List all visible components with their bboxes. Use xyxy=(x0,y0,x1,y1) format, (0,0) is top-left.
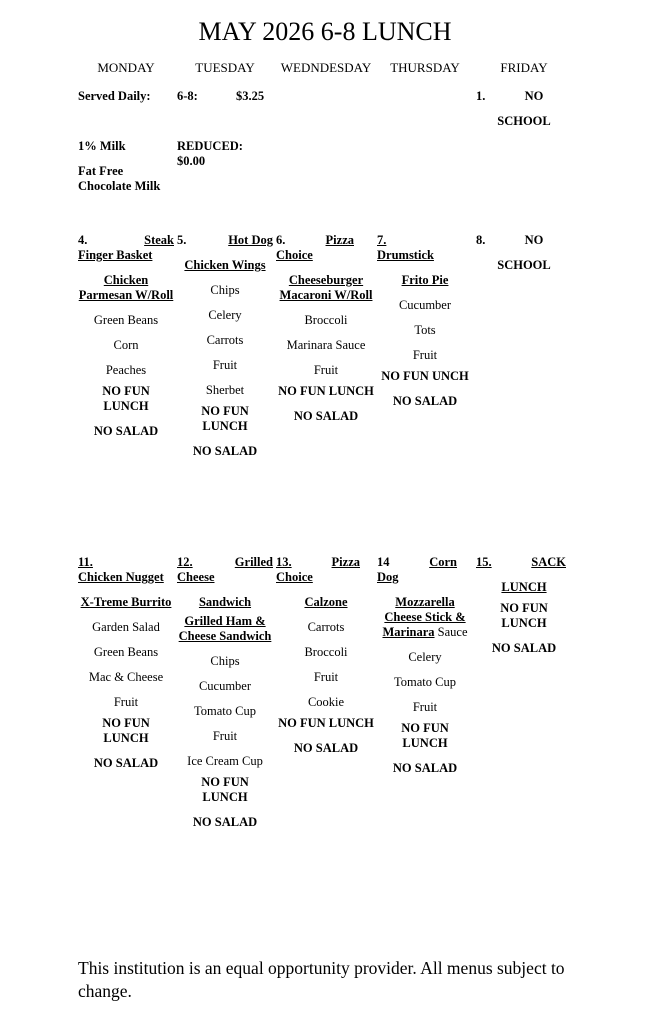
main-entree: Sandwich xyxy=(198,595,252,609)
main-entree: Hot Dog xyxy=(228,233,273,247)
side-item: Fruit xyxy=(313,670,339,684)
side-item: Fruit xyxy=(412,700,438,714)
no-salad: NO SALAD xyxy=(392,394,458,408)
main-entree: Pizza xyxy=(325,233,354,247)
main-entree: LUNCH xyxy=(501,580,547,594)
side-item: Celery xyxy=(208,308,242,322)
no-salad: NO SALAD xyxy=(93,756,159,770)
main-entree: Choice xyxy=(276,570,313,584)
reduced-price: REDUCED: $0.00 xyxy=(177,139,243,168)
no-fun-lunch: NO FUN LUNCH xyxy=(500,601,548,630)
no-fun-lunch: NO FUN UNCH xyxy=(381,369,469,383)
price-value: $3.25 xyxy=(236,89,265,103)
day-header-friday: FRIDAY xyxy=(500,60,548,75)
day-header-wednesday: WEDNDESDAY xyxy=(280,60,372,75)
day-number: 7. xyxy=(377,233,387,247)
no-salad: NO SALAD xyxy=(491,641,557,655)
day-number: 14 xyxy=(377,555,390,569)
side-item: Cucumber xyxy=(398,298,452,312)
side-item: Broccoli xyxy=(304,645,348,659)
alt-entree: Frito Pie xyxy=(401,273,449,287)
alt-entree: Grilled Ham & Cheese Sandwich xyxy=(178,614,272,643)
side-item: Fruit xyxy=(212,358,238,372)
side-item: Tomato Cup xyxy=(394,675,456,689)
alt-entree: Chicken Wings xyxy=(184,258,266,272)
side-item: Cucumber xyxy=(198,679,252,693)
day-number: 12. xyxy=(177,555,193,569)
side-item: Marinara Sauce xyxy=(286,338,366,352)
main-entree: Choice xyxy=(276,248,313,262)
no-salad: NO SALAD xyxy=(293,741,359,755)
day-number: 4. xyxy=(78,233,88,247)
menu-day-7 xyxy=(377,233,473,409)
no-fun-lunch: NO FUN LUNCH xyxy=(102,384,150,413)
alt-entree: X-Treme Burrito xyxy=(80,595,172,609)
menu-day-11 xyxy=(78,555,174,771)
side-item: Fruit xyxy=(212,729,238,743)
main-entree: Drumstick xyxy=(377,248,434,262)
side-item: Mac & Cheese xyxy=(88,670,164,684)
main-entree: Chicken Nugget xyxy=(78,570,164,584)
side-item: Tomato Cup xyxy=(194,704,256,718)
main-entree: Pizza xyxy=(331,555,360,569)
page-title: MAY 2026 6-8 LUNCH xyxy=(198,17,452,46)
no-school-text: NO xyxy=(524,233,544,247)
day-header-monday: MONDAY xyxy=(97,60,155,75)
alt-entree-tail: Sauce xyxy=(437,625,468,639)
alt-entree: Calzone xyxy=(304,595,348,609)
day-number: 1. xyxy=(476,89,486,103)
side-item: Sherbet xyxy=(205,383,245,397)
no-salad: NO SALAD xyxy=(293,409,359,423)
no-salad: NO SALAD xyxy=(392,761,458,775)
menu-day-15 xyxy=(476,555,572,656)
no-fun-lunch: NO FUN LUNCH xyxy=(278,384,374,398)
side-item: Fruit xyxy=(313,363,339,377)
no-salad: NO SALAD xyxy=(192,815,258,829)
no-fun-lunch: NO FUN LUNCH xyxy=(201,775,249,804)
main-entree: Dog xyxy=(377,570,399,584)
menu-day-5 xyxy=(177,233,273,459)
side-item: Chips xyxy=(210,654,240,668)
menu-day-13 xyxy=(276,555,376,756)
milk-option-2: Fat Free Chocolate Milk xyxy=(78,164,161,193)
side-item: Broccoli xyxy=(304,313,348,327)
no-fun-lunch: NO FUN LUNCH xyxy=(278,716,374,730)
day-number: 8. xyxy=(476,233,486,247)
no-fun-lunch: NO FUN LUNCH xyxy=(201,404,249,433)
footer-disclaimer: This institution is an equal opportunity provider. All menus subject to change. xyxy=(78,958,565,1001)
side-item: Corn xyxy=(113,338,139,352)
no-salad: NO SALAD xyxy=(192,444,258,458)
side-item: Green Beans xyxy=(93,645,159,659)
alt-entree xyxy=(377,595,473,640)
day-header-thursday: THURSDAY xyxy=(390,60,460,75)
no-school-text: SCHOOL xyxy=(497,258,551,272)
alt-entree: Chicken Parmesan W/Roll xyxy=(78,273,174,302)
main-entree: Cheese xyxy=(177,570,215,584)
alt-entree-name: Mozzarella Cheese Stick & Marinara xyxy=(382,595,466,639)
side-item: Chips xyxy=(210,283,240,297)
main-entree: Steak xyxy=(144,233,174,247)
main-entree: SACK xyxy=(531,555,566,569)
day-number: 13. xyxy=(276,555,292,569)
side-item: Carrots xyxy=(307,620,345,634)
side-item: Cookie xyxy=(307,695,345,709)
served-daily-label: Served Daily: xyxy=(78,89,151,103)
alt-entree: Cheeseburger Macaroni W/Roll xyxy=(279,273,373,302)
day-number: 6. xyxy=(276,233,286,247)
main-entree: Corn xyxy=(429,555,457,569)
no-fun-lunch: NO FUN LUNCH xyxy=(102,716,150,745)
menu-day-14 xyxy=(377,555,473,776)
side-item: Tots xyxy=(414,323,436,337)
day-number: 15. xyxy=(476,555,492,569)
side-item: Celery xyxy=(408,650,442,664)
side-item: Peaches xyxy=(105,363,147,377)
side-item: Carrots xyxy=(206,333,244,347)
grade-label: 6-8: xyxy=(177,89,198,103)
side-item: Fruit xyxy=(412,348,438,362)
side-item: Garden Salad xyxy=(92,620,160,634)
side-item: Ice Cream Cup xyxy=(187,754,263,768)
menu-day-12 xyxy=(177,555,273,830)
no-school-text: NO xyxy=(524,89,544,103)
main-entree: Grilled xyxy=(234,555,273,569)
side-item: Fruit xyxy=(113,695,139,709)
milk-option-1: 1% Milk xyxy=(78,139,126,153)
no-salad: NO SALAD xyxy=(93,424,159,438)
main-entree: Finger Basket xyxy=(78,248,153,262)
menu-day-4 xyxy=(78,233,174,439)
no-school-text: SCHOOL xyxy=(497,114,551,128)
day-number: 5. xyxy=(177,233,187,247)
day-header-tuesday: TUESDAY xyxy=(195,60,255,75)
side-item: Green Beans xyxy=(93,313,159,327)
menu-day-6 xyxy=(276,233,376,424)
no-fun-lunch: NO FUN LUNCH xyxy=(401,721,449,750)
day-number: 11. xyxy=(78,555,93,569)
